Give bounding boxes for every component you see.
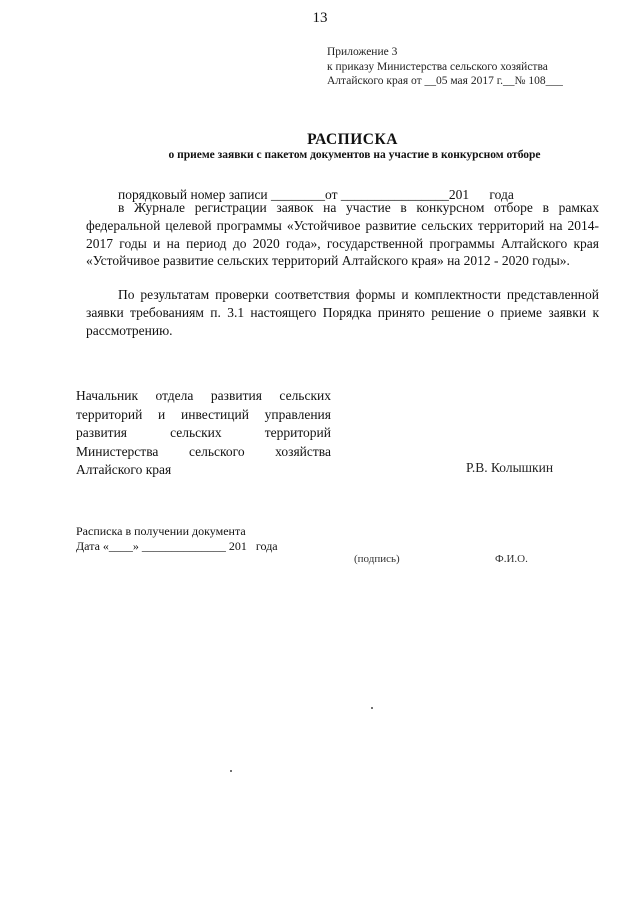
result-paragraph: По результатам проверки соответствия формы и комплектности представленной заявки требованиям п. 3.1 настоящего Порядка принято решение о приеме заявки к рассмотрению.: [86, 287, 599, 338]
receipt-block: [76, 524, 278, 553]
signature-caption: (подпись): [354, 553, 400, 565]
page-number: 13: [312, 10, 328, 26]
document-title: РАСПИСКА: [307, 131, 398, 148]
receipt-title: Расписка в получении документа: [76, 524, 246, 538]
fio-caption: Ф.И.О.: [495, 553, 528, 565]
scan-speck: [371, 707, 373, 709]
journal-paragraph: в Журнале регистрации заявок на участие в конкурсном отборе в рамках федеральной целевой программы «Устойчивое развитие сельских территорий на 2014-2017 годы и на период до 2020 года», государственной программы Алтайского края «Устойчивое развитие сельских территорий Алтайского края» на 2012 - 2020 годы».: [86, 200, 599, 269]
appendix-line: к приказу Министерства сельского хозяйства: [327, 60, 548, 73]
document-subtitle: о приеме заявки с пакетом документов на участие в конкурсном отборе: [168, 149, 541, 161]
scan-speck: [230, 770, 232, 772]
signer-position: Начальник отдела развития сельских территорий и инвестиций управления развития сельских территорий Министерства сельского хозяйства Алтайского края: [76, 388, 331, 477]
record-number-line: порядковый номер записи ________от ________________201 года: [118, 187, 514, 202]
signer-name: Р.В. Колышкин: [466, 460, 554, 475]
appendix-line: Алтайского края от __05 мая 2017 г.__№ 108___: [327, 75, 563, 87]
appendix-header: [327, 45, 563, 89]
appendix-line: Приложение 3: [327, 46, 398, 58]
receipt-date-line: Дата «____» ______________ 201 года: [76, 538, 278, 553]
